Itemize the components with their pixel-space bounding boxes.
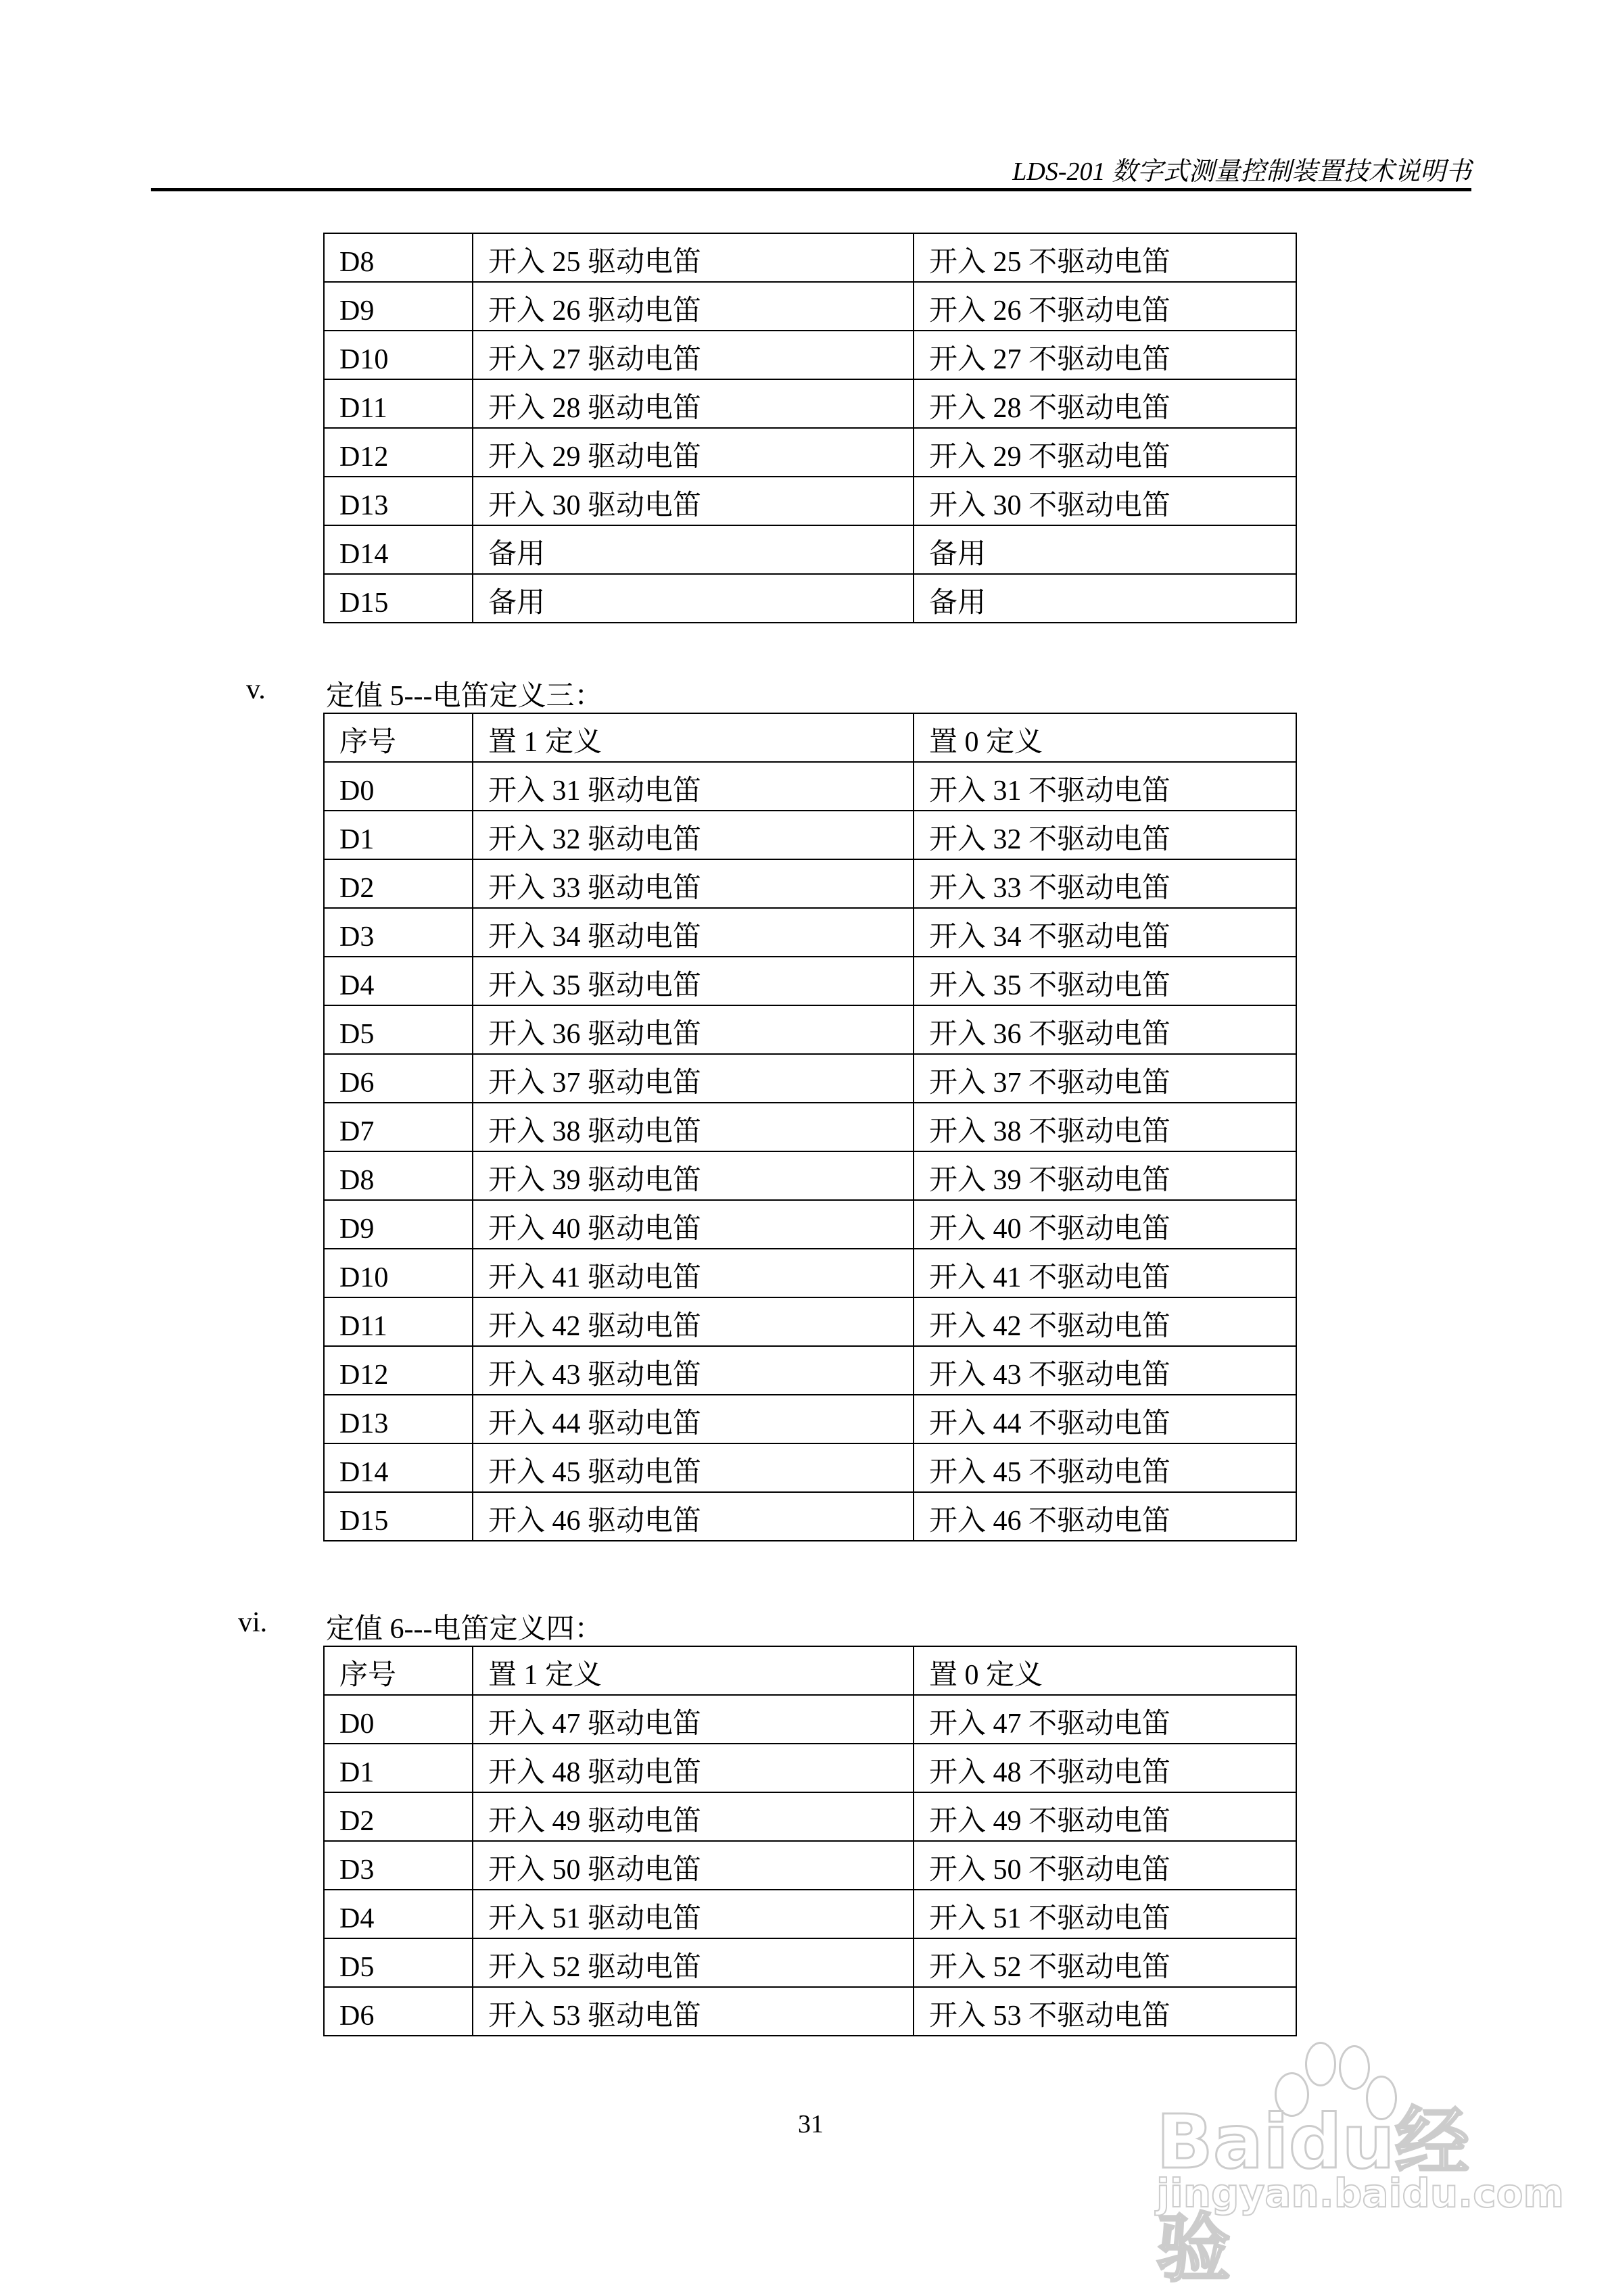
cell-index: D14 xyxy=(324,525,473,574)
cell-index: D0 xyxy=(324,762,473,811)
watermark-logo-text: Baidu经验 xyxy=(1156,2099,1469,2292)
cell-set0-def: 开入 48 不驱动电笛 xyxy=(914,1744,1296,1792)
cell-set0-def: 开入 36 不驱动电笛 xyxy=(914,1005,1296,1054)
cell-index: D1 xyxy=(324,811,473,859)
cell-set0-def: 开入 31 不驱动电笛 xyxy=(914,762,1296,811)
table-row xyxy=(324,282,1296,331)
cell-index: D5 xyxy=(324,1005,473,1054)
section-title: 定值 5---电笛定义三： xyxy=(326,681,603,712)
cell-set0-def: 开入 43 不驱动电笛 xyxy=(914,1346,1296,1395)
cell-set1-def: 置 1 定义 xyxy=(473,1646,914,1695)
cell-index: D8 xyxy=(324,233,473,282)
table-row xyxy=(324,1492,1296,1541)
table-row xyxy=(324,1695,1296,1744)
cell-set0-def: 开入 30 不驱动电笛 xyxy=(914,477,1296,525)
table-row xyxy=(324,1395,1296,1443)
cell-index: D11 xyxy=(324,1297,473,1346)
page-number: 31 xyxy=(798,2110,824,2138)
table-row xyxy=(324,859,1296,908)
cell-index: D3 xyxy=(324,1841,473,1890)
cell-set1-def: 开入 43 驱动电笛 xyxy=(473,1346,914,1395)
cell-set1-def: 开入 35 驱动电笛 xyxy=(473,957,914,1005)
cell-set1-def: 开入 25 驱动电笛 xyxy=(473,233,914,282)
cell-set0-def: 开入 35 不驱动电笛 xyxy=(914,957,1296,1005)
cell-index: D15 xyxy=(324,574,473,623)
cell-index: D11 xyxy=(324,379,473,428)
cell-index: D13 xyxy=(324,477,473,525)
table-row xyxy=(324,1005,1296,1054)
table-row xyxy=(324,1646,1296,1695)
section-number: vi. xyxy=(238,1607,268,1638)
cell-index: D12 xyxy=(324,428,473,477)
cell-set0-def: 开入 45 不驱动电笛 xyxy=(914,1443,1296,1492)
table-row xyxy=(324,1054,1296,1103)
cell-set0-def: 开入 25 不驱动电笛 xyxy=(914,233,1296,282)
cell-set0-def: 置 0 定义 xyxy=(914,713,1296,762)
table-row xyxy=(324,811,1296,859)
section-number: v. xyxy=(246,674,266,705)
table-row xyxy=(324,525,1296,574)
cell-set0-def: 开入 34 不驱动电笛 xyxy=(914,908,1296,957)
cell-index: D3 xyxy=(324,908,473,957)
table-row xyxy=(324,1938,1296,1987)
cell-set0-def: 开入 52 不驱动电笛 xyxy=(914,1938,1296,1987)
cell-set0-def: 开入 51 不驱动电笛 xyxy=(914,1890,1296,1938)
table-row xyxy=(324,1297,1296,1346)
cell-set1-def: 开入 37 驱动电笛 xyxy=(473,1054,914,1103)
cell-set1-def: 开入 29 驱动电笛 xyxy=(473,428,914,477)
cell-set1-def: 开入 32 驱动电笛 xyxy=(473,811,914,859)
table-row xyxy=(324,1249,1296,1297)
cell-index: D1 xyxy=(324,1744,473,1792)
cell-index: D12 xyxy=(324,1346,473,1395)
table-row xyxy=(324,1443,1296,1492)
cell-set1-def: 开入 31 驱动电笛 xyxy=(473,762,914,811)
table-row xyxy=(324,1346,1296,1395)
table-row xyxy=(324,762,1296,811)
table-row xyxy=(324,1200,1296,1249)
cell-index: D2 xyxy=(324,859,473,908)
table-storm-def-3 xyxy=(323,713,1297,1541)
cell-set0-def: 开入 37 不驱动电笛 xyxy=(914,1054,1296,1103)
cell-set1-def: 开入 26 驱动电笛 xyxy=(473,282,914,331)
table-row xyxy=(324,379,1296,428)
cell-set0-def: 开入 50 不驱动电笛 xyxy=(914,1841,1296,1890)
cell-set1-def: 开入 39 驱动电笛 xyxy=(473,1151,914,1200)
cell-set0-def: 开入 40 不驱动电笛 xyxy=(914,1200,1296,1249)
cell-set1-def: 开入 40 驱动电笛 xyxy=(473,1200,914,1249)
cell-index: D9 xyxy=(324,1200,473,1249)
running-header: LDS-201 数字式测量控制装置技术说明书 xyxy=(1012,158,1471,186)
table-row xyxy=(324,477,1296,525)
cell-set1-def: 置 1 定义 xyxy=(473,713,914,762)
cell-set1-def: 开入 46 驱动电笛 xyxy=(473,1492,914,1541)
cell-set1-def: 开入 44 驱动电笛 xyxy=(473,1395,914,1443)
cell-set1-def: 开入 34 驱动电笛 xyxy=(473,908,914,957)
cell-index: D7 xyxy=(324,1103,473,1151)
cell-set0-def: 开入 38 不驱动电笛 xyxy=(914,1103,1296,1151)
cell-index: D6 xyxy=(324,1987,473,2036)
cell-index: D5 xyxy=(324,1938,473,1987)
cell-index: 序号 xyxy=(324,1646,473,1695)
table-row xyxy=(324,1792,1296,1841)
table-storm-def-2-cont xyxy=(323,233,1297,623)
section-title: 定值 6---电笛定义四： xyxy=(326,1614,603,1645)
cell-index: D4 xyxy=(324,957,473,1005)
cell-set1-def: 开入 45 驱动电笛 xyxy=(473,1443,914,1492)
cell-index: D4 xyxy=(324,1890,473,1938)
cell-index: D15 xyxy=(324,1492,473,1541)
table-row xyxy=(324,331,1296,379)
cell-set1-def: 开入 42 驱动电笛 xyxy=(473,1297,914,1346)
cell-set1-def: 开入 53 驱动电笛 xyxy=(473,1987,914,2036)
cell-set1-def: 备用 xyxy=(473,525,914,574)
cell-set1-def: 备用 xyxy=(473,574,914,623)
cell-set0-def: 备用 xyxy=(914,525,1296,574)
cell-set0-def: 开入 29 不驱动电笛 xyxy=(914,428,1296,477)
cell-set1-def: 开入 41 驱动电笛 xyxy=(473,1249,914,1297)
table-row xyxy=(324,428,1296,477)
table-row xyxy=(324,574,1296,623)
cell-set1-def: 开入 27 驱动电笛 xyxy=(473,331,914,379)
table-row xyxy=(324,908,1296,957)
cell-set0-def: 开入 28 不驱动电笛 xyxy=(914,379,1296,428)
cell-index: D10 xyxy=(324,1249,473,1297)
table-row xyxy=(324,1744,1296,1792)
cell-set0-def: 开入 39 不驱动电笛 xyxy=(914,1151,1296,1200)
table-row xyxy=(324,1890,1296,1938)
table-row xyxy=(324,1151,1296,1200)
table-row xyxy=(324,1841,1296,1890)
cell-set0-def: 开入 46 不驱动电笛 xyxy=(914,1492,1296,1541)
table-row xyxy=(324,713,1296,762)
cell-set1-def: 开入 49 驱动电笛 xyxy=(473,1792,914,1841)
cell-set1-def: 开入 38 驱动电笛 xyxy=(473,1103,914,1151)
cell-index: D2 xyxy=(324,1792,473,1841)
cell-set1-def: 开入 48 驱动电笛 xyxy=(473,1744,914,1792)
cell-set0-def: 开入 33 不驱动电笛 xyxy=(914,859,1296,908)
table-row xyxy=(324,1103,1296,1151)
cell-set0-def: 开入 49 不驱动电笛 xyxy=(914,1792,1296,1841)
watermark-url: jingyan.baidu.com xyxy=(1156,2170,1564,2216)
cell-set1-def: 开入 33 驱动电笛 xyxy=(473,859,914,908)
cell-index: D13 xyxy=(324,1395,473,1443)
cell-set0-def: 开入 27 不驱动电笛 xyxy=(914,331,1296,379)
cell-set1-def: 开入 28 驱动电笛 xyxy=(473,379,914,428)
table-storm-def-4 xyxy=(323,1646,1297,2036)
cell-index: D9 xyxy=(324,282,473,331)
cell-set1-def: 开入 51 驱动电笛 xyxy=(473,1890,914,1938)
table-row xyxy=(324,957,1296,1005)
cell-set1-def: 开入 50 驱动电笛 xyxy=(473,1841,914,1890)
cell-set1-def: 开入 30 驱动电笛 xyxy=(473,477,914,525)
cell-set0-def: 备用 xyxy=(914,574,1296,623)
cell-set1-def: 开入 47 驱动电笛 xyxy=(473,1695,914,1744)
cell-index: D6 xyxy=(324,1054,473,1103)
cell-index: D14 xyxy=(324,1443,473,1492)
cell-index: D10 xyxy=(324,331,473,379)
header-rule xyxy=(151,188,1471,191)
cell-set0-def: 开入 53 不驱动电笛 xyxy=(914,1987,1296,2036)
cell-index: 序号 xyxy=(324,713,473,762)
baidu-watermark xyxy=(1143,2035,1564,2292)
cell-set0-def: 开入 44 不驱动电笛 xyxy=(914,1395,1296,1443)
cell-set1-def: 开入 36 驱动电笛 xyxy=(473,1005,914,1054)
cell-index: D0 xyxy=(324,1695,473,1744)
cell-index: D8 xyxy=(324,1151,473,1200)
cell-set0-def: 开入 26 不驱动电笛 xyxy=(914,282,1296,331)
table-row xyxy=(324,1987,1296,2036)
cell-set0-def: 开入 42 不驱动电笛 xyxy=(914,1297,1296,1346)
cell-set0-def: 开入 32 不驱动电笛 xyxy=(914,811,1296,859)
cell-set0-def: 置 0 定义 xyxy=(914,1646,1296,1695)
cell-set0-def: 开入 47 不驱动电笛 xyxy=(914,1695,1296,1744)
cell-set1-def: 开入 52 驱动电笛 xyxy=(473,1938,914,1987)
cell-set0-def: 开入 41 不驱动电笛 xyxy=(914,1249,1296,1297)
table-row xyxy=(324,233,1296,282)
